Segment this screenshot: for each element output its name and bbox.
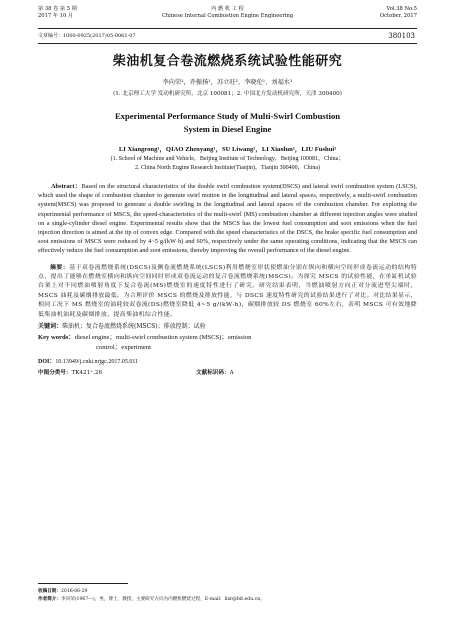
abstract-en-label: Abstract：: [51, 183, 82, 190]
keywords-en-line2: control；experiment: [96, 344, 151, 352]
paper-title-en-line2: System in Diesel Engine: [183, 124, 272, 134]
keywords-cn: [38, 321, 417, 330]
article-id-row: [38, 29, 417, 43]
abstract-cn-label: 摘要：: [50, 264, 70, 271]
author-bio: [38, 596, 417, 604]
affiliation-en-2: 2. China North Engine Research Institute(Tianjin)，Tianjin 300400，China): [134, 165, 321, 171]
article-code: 380103: [388, 32, 415, 40]
journal-name-cn: 内 燃 机 工 程: [211, 6, 244, 12]
doi-line: [38, 356, 417, 365]
abstract-en-text: Based on the structural characteristics of the double swirl combustion system(DSCS) and lateral swirl combustion system (LSCS), which used the shape of combustion chamber to generate swirl motion in the longitudinal and lateral spaces, respectively, a multi-swirl combustion system(MSCS) was proposed to generate a double swirling in the longitudinal and lateral spaces of the combustion chamber. For exploring the experimental performance of MSCS, the speed-characteristics of the multi-swirl (MS) combustion chamber at different injection angles were studied on a single-cylinder diesel engine. Experimental results show that the MSCS has the lowest fuel consumption and soot emissions when the fuel injection direction is aimed at the tip of convex edge. Compared with the speed characteristics of the DSCS, the brake specific fuel consumption and soot emissions of MSCS were reduced by 4~5 g/(kW·h) and 60%, respectively under the same operating conditions, indicating that the MSCS can effectively reduce the fuel consumption and soot emissions, thereby improving the overall performance of the diesel engine.: [38, 183, 417, 255]
article-rule: [38, 43, 417, 44]
clc-value: TK421⁺.26: [71, 370, 103, 377]
authors-en: LI Xiangrong¹，QIAO Zhenyang¹，SU Liwang²，LI Xiaolun¹，LIU Fushui¹: [118, 146, 337, 153]
keywords-cn-label: 关键词：: [38, 323, 63, 331]
header-volume-en: [380, 6, 417, 20]
doi-value: 10.13949/j.cnki.nrjgc.2017.05.011: [55, 359, 139, 366]
received-label: 收稿日期：: [38, 589, 61, 594]
received-date: [38, 588, 417, 596]
paper-title-en-line1: Experimental Performance Study of Multi-Swirl Combustion: [114, 111, 341, 121]
abstract-en: [38, 182, 417, 256]
header-journal: [38, 6, 417, 20]
paper-title-cn: 柴油机复合卷流燃烧系统试验性能研究: [112, 54, 343, 69]
doc-code-value: A: [229, 370, 234, 377]
affiliations-en: [38, 155, 417, 173]
doi-label: DOI：: [38, 359, 56, 366]
clc-number: [38, 368, 102, 376]
author-bio-label: 作者简介：: [38, 597, 61, 602]
page-footnote: [38, 583, 417, 604]
running-header: [38, 6, 417, 28]
author-bio-value: 李向荣(1967—)，男，博士，教授，主要研究方向为内燃机燃烧过程，E-mail：lixr@bit.edu.cn。: [60, 597, 265, 602]
doc-code-label: 文献标识码：: [196, 370, 230, 377]
abstract-cn: [38, 264, 417, 320]
authors-cn: 李向荣¹，乔振扬¹，苏立旺²，李晓伦¹，刘福水¹: [162, 79, 293, 86]
keywords-en: [38, 333, 417, 353]
footnote-rule: [38, 583, 128, 584]
header-date-cn: 2017 年 10 月: [38, 13, 74, 19]
keywords-en-label: Key words：: [38, 334, 75, 342]
header-vol-no-en: Vol.38 No.5: [386, 6, 417, 12]
header-date-en: October. 2017: [379, 13, 417, 19]
paper-page: [0, 6, 450, 638]
abstract-cn-text: 基于双卷流燃烧系统(DSCS)及侧卷流燃烧系统(LSCS)利用燃烧室形状使燃油分别在纵向和横向空间形成卷流运动的结构特点，提出了能够在燃烧室横向和纵向空间同时形成双卷流运动的复合卷流燃烧系统(MSCS)。为探究 MSCS 的试验性能，在单缸机试验台架上对不同燃油喷射角度下复合卷流(MS)燃烧室的速度特性进行了研究。研究结果表明，当燃油喷射方向正对分流进型尖端时，MSCS 油耗及碳烟排放最低。为合理评价 MSCS 的燃烧及排放性能，与 DSCS 速度特性研究的试验结果进行了对比。对比结果显示，相同工况下 MS 燃烧室的油耗较双卷流(DS)燃烧室降低 4~5 g/(kW·h)，碳烟排放较 DS 燃烧室 60%左右，表明 MSCS 可有效地降低柴油机油耗及碳烟排放，提高柴油机综合性能。: [38, 264, 417, 318]
paper-title-en: [38, 110, 417, 136]
affiliation-en-1: (1. School of Machine and Vehicle，Beijing Institute of Technology，Beijing 100081，China；: [110, 156, 345, 162]
header-volume-issue: 第 38 卷 第 5 期: [38, 6, 77, 12]
document-code: [196, 368, 234, 376]
journal-name-en: Chinese Internal Combustion Engine Engineering: [161, 13, 294, 19]
keywords-cn-text: 柴油机；复合卷流燃烧系统(MSCS)；排放控制；试验: [62, 323, 206, 331]
keywords-en-line1: diesel engine；multi-swirl combustion system (MSCS)；emission: [74, 334, 252, 342]
article-number: 文章编号：1000-0925(2017)05-0061-07: [38, 33, 136, 39]
classification-line: [38, 368, 417, 377]
received-value: 2016-06-29: [60, 589, 88, 594]
clc-label: 中图分类号：: [38, 370, 72, 377]
affiliations-cn: (1. 北京理工大学 发动机研究所，北京 100081；2. 中国北方发动机研究所，天津 300400): [113, 91, 342, 97]
